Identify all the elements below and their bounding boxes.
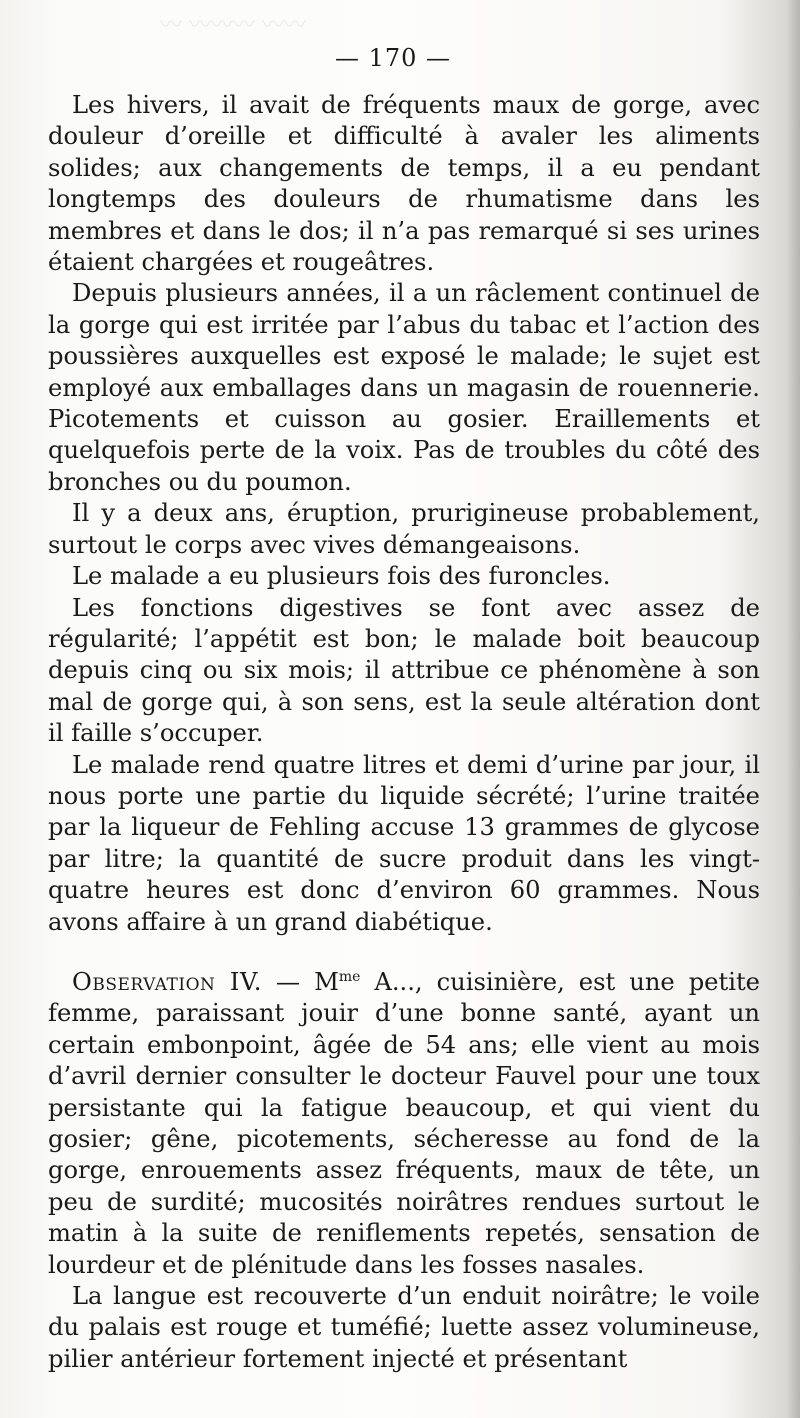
observation-paragraph — [48, 967, 760, 1281]
paragraph-5: Les fonctions digestives se font avec assez de régularité; l’appétit est bon; le malade boit beaucoup depuis cinq ou six mois; il attribue ce phénomène à son mal de gorge qui, à son sens, est la seule altération dont il faille s’occuper. — [48, 593, 760, 748]
page-number: — 170 — — [334, 44, 452, 72]
text-block-main — [48, 90, 760, 938]
paragraph-tongue: La langue est recouverte d’un enduit noirâtre; le voile du palais est rouge et tuméfié; luette assez volumineuse, pilier antérieur fortement injecté et présentant — [48, 1282, 760, 1373]
observation-heading: Observation IV. — [72, 968, 262, 996]
observation-dash: — — [261, 968, 315, 996]
paragraph-6: Le malade rend quatre litres et demi d’urine par jour, il nous porte une partie du liquide sécrété; l’urine traitée par la liqueur de Fehling accuse 13 grammes de glycose par litre; la quantité de sucre produit dans les vingt-quatre heures est donc d’environ 60 grammes. Nous avons affaire à un grand diabétique. — [48, 750, 760, 936]
observation-text: A..., cuisinière, est une petite femme, paraissant jouir d’une bonne santé, ayant un certain embonpoint, âgée de 54 ans; elle vient au mois d’avril dernier consulter le docteur Fauvel pour une toux persistante qui la fatigue beaucoup, et qui vient du gosier; gêne, picotements, sécheresse au fond de la gorge, enrouements assez fréquents, maux de tête, un peu de surdité; mucosités noirâtres rendues surtout le matin à la suite de reniflements repetés, sensation de lourdeur et de plénitude dans les fosses nasales. — [48, 968, 760, 1279]
page-gutter-shadow — [786, 0, 800, 1418]
paragraph-1: Les hivers, il avait de fréquents maux de gorge, avec douleur d’oreille et difficulté à avaler les aliments solides; aux changements de temps, il a eu pendant longtemps des douleurs de rhumatisme dans les membres et dans le dos; il n’a pas remarqué si ses urines étaient chargées et rougeâtres. — [48, 91, 760, 277]
bleed-through-marks: 〰 〰〰〰 〰〰 — [160, 13, 306, 38]
observation-title-prefix: M — [314, 968, 339, 996]
paragraph-3: Il y a deux ans, éruption, prurigineuse probablement, surtout le corps avec vives démangeaisons. — [48, 499, 760, 559]
paragraph-4: Le malade a eu plusieurs fois des furoncles. — [72, 562, 611, 591]
text-block-observation — [48, 967, 760, 1375]
observation-title-superscript: me — [338, 968, 361, 985]
paragraph-2: Depuis plusieurs années, il a un râclement continuel de la gorge qui est irritée par l’abus du tabac et l’action des poussières auxquelles est exposé le malade; le sujet est employé aux emballages dans un magasin de rouennerie. Picotements et cuisson au gosier. Eraillements et quelquefois perte de la voix. Pas de troubles du côté des bronches ou du poumon. — [48, 279, 760, 496]
